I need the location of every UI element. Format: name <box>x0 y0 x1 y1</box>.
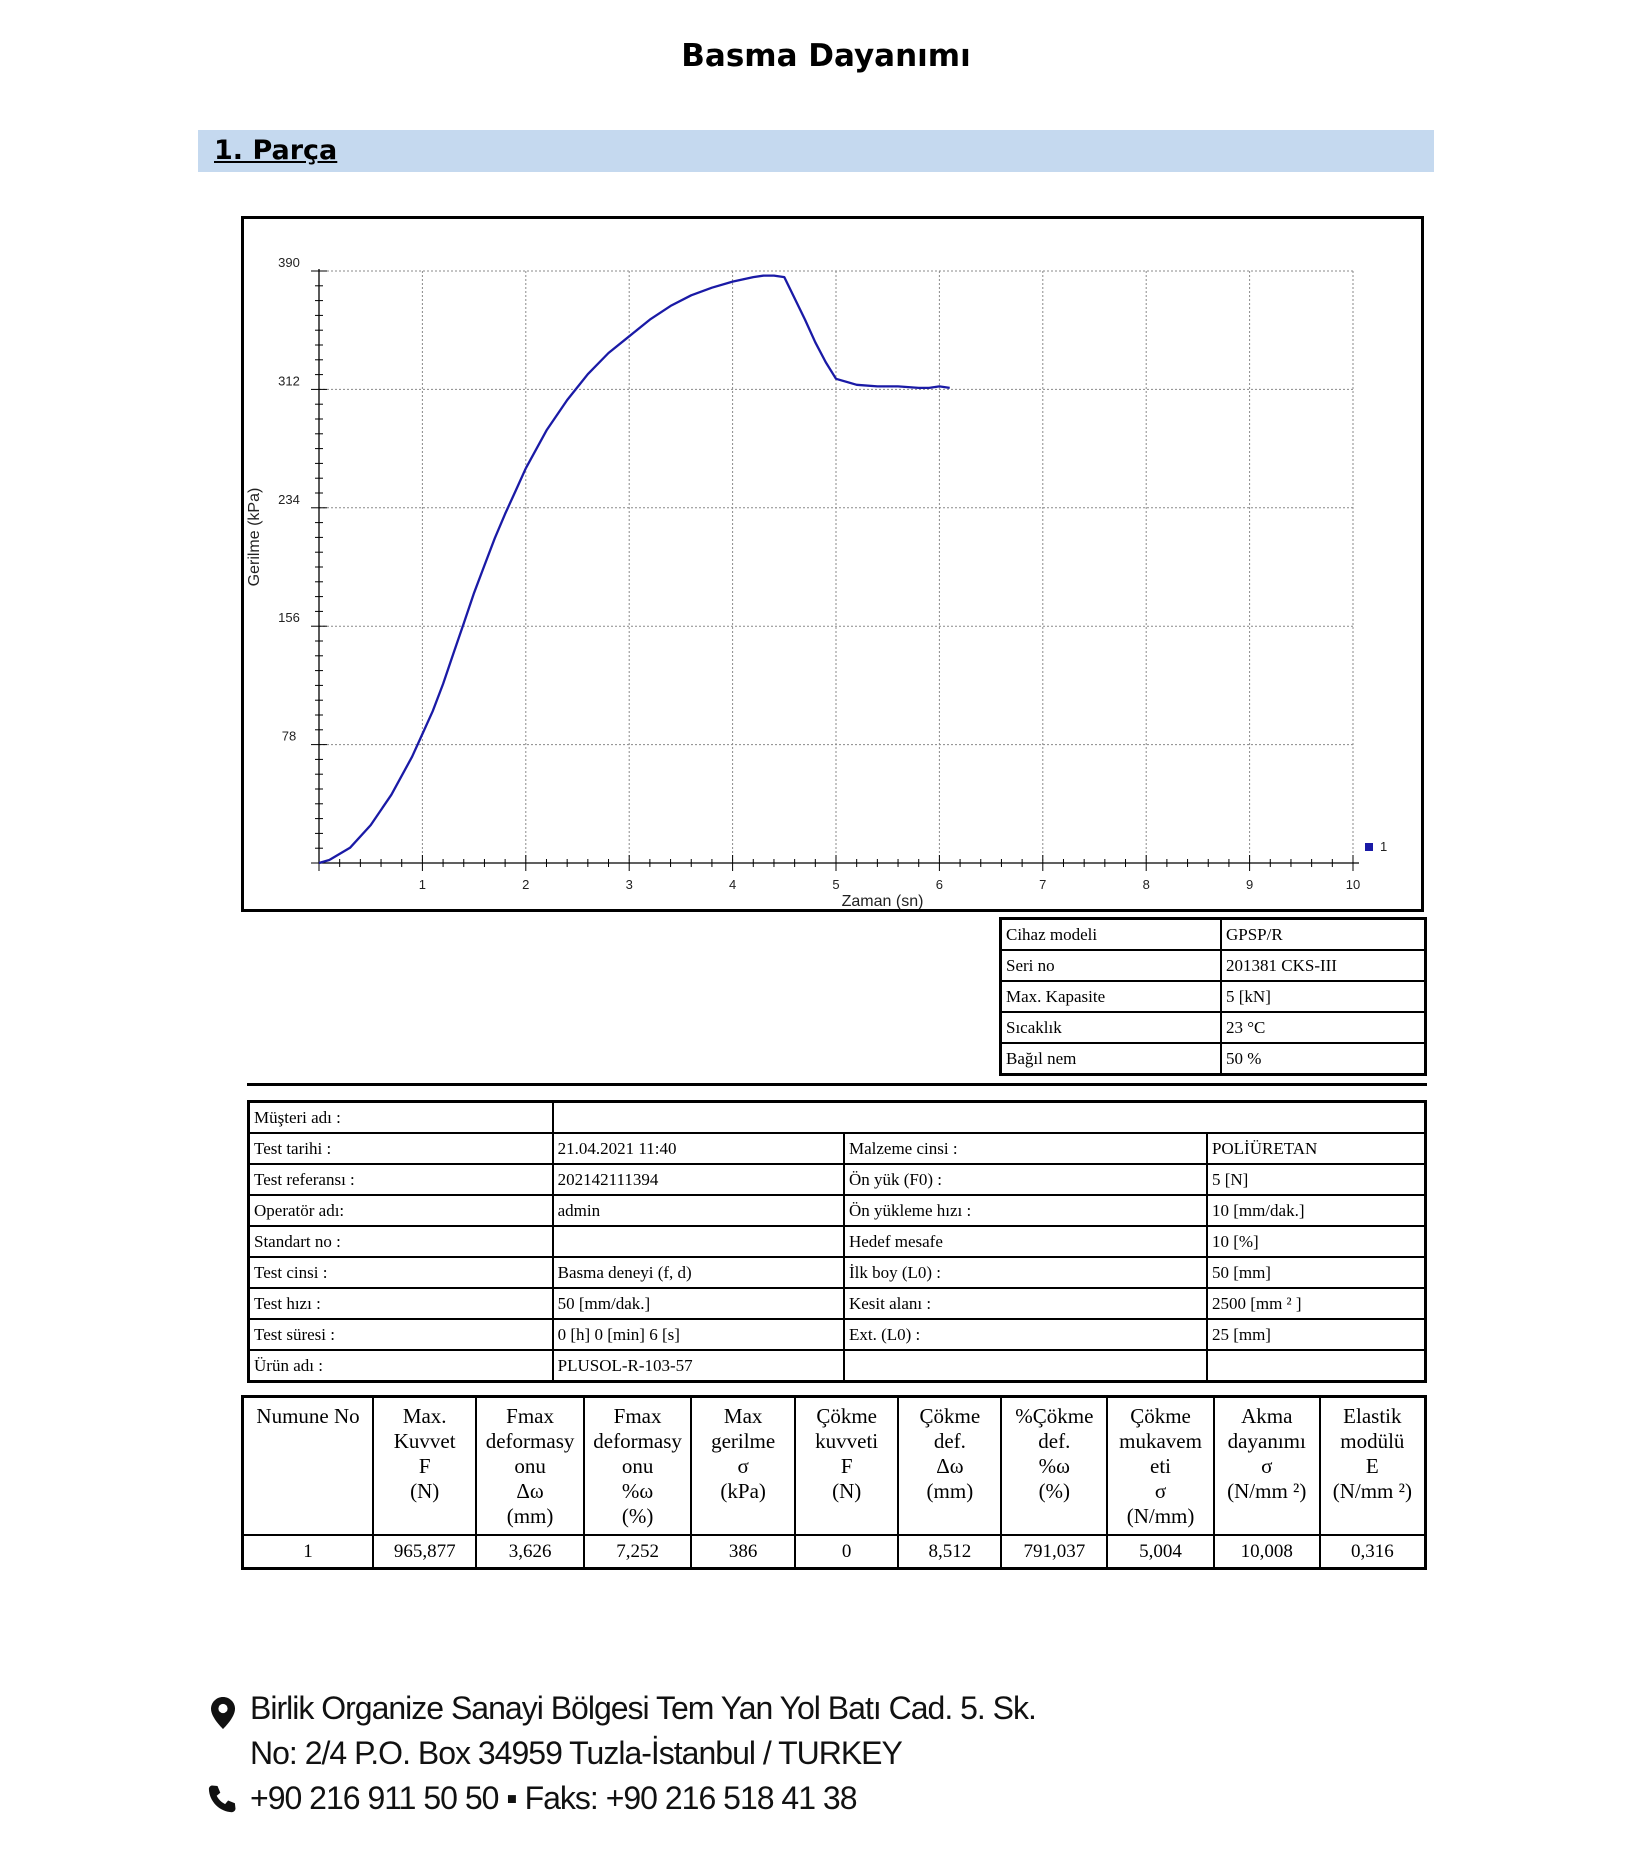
section-header <box>198 130 1434 172</box>
header-text: def. <box>933 1429 966 1453</box>
info-value: POLİÜRETAN <box>1207 1133 1426 1164</box>
info-value: 25 [mm] <box>1207 1319 1426 1350</box>
customer-row <box>249 1102 1426 1134</box>
chart-svg <box>244 219 1421 909</box>
info-row <box>249 1195 1426 1226</box>
y-tick-label: 390 <box>278 255 300 270</box>
device-row <box>1001 1012 1426 1043</box>
results-header-cell <box>1320 1397 1426 1536</box>
info-row <box>249 1133 1426 1164</box>
customer-label: Müşteri adı : <box>249 1102 553 1134</box>
info-label: Kesit alanı : <box>844 1288 1207 1319</box>
device-value: GPSP/R <box>1221 919 1426 951</box>
device-label: Sıcaklık <box>1001 1012 1222 1043</box>
device-value: 201381 CKS-III <box>1221 950 1426 981</box>
divider <box>247 1083 1427 1086</box>
results-value-row <box>243 1535 1426 1569</box>
info-value <box>1207 1350 1426 1382</box>
x-tick-label: 4 <box>728 877 737 892</box>
x-tick-label: 10 <box>1345 877 1361 892</box>
header-text: (mm) <box>926 1479 974 1503</box>
results-value-cell: 3,626 <box>476 1535 584 1569</box>
page-title: Basma Dayanımı <box>681 38 971 74</box>
header-text: Kuvvet <box>393 1429 456 1453</box>
header-text: dayanımı <box>1227 1429 1306 1453</box>
info-label: Malzeme cinsi : <box>844 1133 1207 1164</box>
x-tick-label: 3 <box>625 877 633 892</box>
results-value-cell: 0,316 <box>1320 1535 1426 1569</box>
results-value-cell: 8,512 <box>898 1535 1001 1569</box>
header-text: Numune No <box>256 1404 360 1428</box>
x-tick-label: 9 <box>1245 877 1254 892</box>
header-text: F <box>840 1454 853 1478</box>
info-row <box>249 1350 1426 1382</box>
device-label: Seri no <box>1001 950 1222 981</box>
header-text: modülü <box>1340 1429 1405 1453</box>
info-label: Ön yükleme hızı : <box>844 1195 1207 1226</box>
header-text: (%) <box>1038 1479 1071 1503</box>
header-text: mukavem <box>1119 1429 1202 1453</box>
header-text: (N) <box>410 1479 440 1503</box>
header-text: %ω <box>621 1479 654 1503</box>
header-text: Δω <box>516 1479 544 1503</box>
results-header-cell <box>795 1397 898 1536</box>
header-text: σ <box>1261 1454 1273 1478</box>
header-text: %Çökme <box>1015 1404 1094 1428</box>
results-value-cell: 1 <box>243 1535 374 1569</box>
info-value: 10 [%] <box>1207 1226 1426 1257</box>
results-value-cell: 386 <box>691 1535 795 1569</box>
info-value: Basma deneyi (f, d) <box>553 1257 844 1288</box>
info-value: 50 [mm] <box>1207 1257 1426 1288</box>
header-text: (N/mm) <box>1126 1504 1195 1528</box>
results-value-cell: 5,004 <box>1107 1535 1214 1569</box>
x-axis-label: Zaman (sn) <box>841 893 924 909</box>
legend-label: 1 <box>1380 839 1388 854</box>
device-label: Max. Kapasite <box>1001 981 1222 1012</box>
header-text: F <box>418 1454 431 1478</box>
header-text: (%) <box>621 1504 654 1528</box>
x-tick-label: 8 <box>1142 877 1150 892</box>
header-text: onu <box>621 1454 654 1478</box>
results-header-cell <box>476 1397 584 1536</box>
header-text: Çökme <box>816 1404 877 1428</box>
customer-value <box>553 1102 1426 1134</box>
header-text: Elastik <box>1343 1404 1402 1428</box>
x-tick-label: 2 <box>522 877 530 892</box>
info-row <box>249 1319 1426 1350</box>
info-label: Ürün adı : <box>249 1350 553 1382</box>
header-text: Δω <box>936 1454 964 1478</box>
device-label: Cihaz modeli <box>1001 919 1222 951</box>
device-table <box>999 917 1427 1076</box>
info-value: admin <box>553 1195 844 1226</box>
info-label: Ön yük (F0) : <box>844 1164 1207 1195</box>
results-value-cell: 7,252 <box>584 1535 692 1569</box>
x-tick-label: 5 <box>832 877 840 892</box>
header-text: Çökme <box>919 1404 981 1428</box>
info-value: 5 [N] <box>1207 1164 1426 1195</box>
results-header-cell <box>1107 1397 1214 1536</box>
header-text: Max <box>723 1404 763 1428</box>
header-text: Akma <box>1241 1404 1293 1428</box>
y-tick-label: 234 <box>278 491 300 507</box>
results-table <box>241 1395 1427 1570</box>
device-value: 50 % <box>1221 1043 1426 1075</box>
device-row <box>1001 919 1426 951</box>
info-value: 21.04.2021 11:40 <box>553 1133 844 1164</box>
info-label: Test süresi : <box>249 1319 553 1350</box>
phone-line: +90 216 911 50 50 ▪ Faks: +90 216 518 41 38 <box>250 1780 857 1816</box>
header-text: %ω <box>1038 1454 1070 1478</box>
info-value <box>553 1226 844 1257</box>
header-text: Fmax <box>506 1404 554 1428</box>
info-value: 202142111394 <box>553 1164 844 1195</box>
info-label: Test hızı : <box>249 1288 553 1319</box>
header-text: σ <box>737 1454 749 1478</box>
x-tick-label: 7 <box>1039 877 1047 892</box>
y-tick-label: 312 <box>278 373 300 389</box>
info-label: Standart no : <box>249 1226 553 1257</box>
results-header-row <box>243 1397 1426 1536</box>
header-text: Fmax <box>613 1404 662 1428</box>
results-header-cell <box>584 1397 692 1536</box>
info-value: 10 [mm/dak.] <box>1207 1195 1426 1226</box>
results-value-cell: 0 <box>795 1535 898 1569</box>
phone-icon <box>206 1784 238 1814</box>
header-text: gerilme <box>711 1429 776 1453</box>
x-tick-label: 1 <box>418 877 427 892</box>
device-row <box>1001 981 1426 1012</box>
info-row <box>249 1257 1426 1288</box>
header-text: (kPa) <box>720 1479 766 1503</box>
results-value-cell: 965,877 <box>373 1535 476 1569</box>
results-header-cell <box>691 1397 795 1536</box>
header-text: E <box>1365 1454 1379 1478</box>
header-text: eti <box>1150 1454 1172 1478</box>
address-line-2: No: 2/4 P.O. Box 34959 Tuzla-İstanbul / TURKEY <box>250 1735 902 1771</box>
info-value: PLUSOL-R-103-57 <box>553 1350 844 1382</box>
info-label: Test cinsi : <box>249 1257 553 1288</box>
header-text: deformasy <box>593 1429 682 1453</box>
header-text: (N) <box>832 1479 862 1503</box>
header-text: σ <box>1154 1479 1167 1503</box>
info-row <box>249 1226 1426 1257</box>
header-text: (N/mm ²) <box>1227 1479 1307 1503</box>
results-header-cell <box>1001 1397 1107 1536</box>
info-label: Test tarihi : <box>249 1133 553 1164</box>
device-row <box>1001 1043 1426 1075</box>
header-text: (mm) <box>506 1504 554 1528</box>
device-value: 23 °C <box>1221 1012 1426 1043</box>
legend-marker <box>1365 843 1373 851</box>
info-label <box>844 1350 1207 1382</box>
info-value: 0 [h] 0 [min] 6 [s] <box>553 1319 844 1350</box>
info-row <box>249 1288 1426 1319</box>
info-row <box>249 1164 1426 1195</box>
stress-time-chart <box>241 216 1424 912</box>
header-text: deformasy <box>485 1429 575 1453</box>
results-header-cell <box>898 1397 1001 1536</box>
header-text: Çökme <box>1130 1404 1191 1428</box>
y-tick-label: 78 <box>281 728 297 744</box>
device-label: Bağıl nem <box>1001 1043 1222 1075</box>
info-label: Test referansı : <box>249 1164 553 1195</box>
info-value: 50 [mm/dak.] <box>553 1288 844 1319</box>
header-text: def. <box>1038 1429 1071 1453</box>
header-text: onu <box>514 1454 546 1478</box>
info-value: 2500 [mm ² ] <box>1207 1288 1426 1319</box>
results-value-cell: 791,037 <box>1001 1535 1107 1569</box>
info-label: İlk boy (L0) : <box>844 1257 1207 1288</box>
test-info-table <box>247 1100 1427 1383</box>
info-label: Hedef mesafe <box>844 1226 1207 1257</box>
y-tick-label: 156 <box>278 610 300 626</box>
y-axis-label: Gerilme (kPa) <box>246 487 263 587</box>
results-value-cell: 10,008 <box>1214 1535 1320 1569</box>
results-header-cell <box>243 1397 374 1536</box>
info-label: Operatör adı: <box>249 1195 553 1226</box>
header-text: Max. <box>402 1404 447 1428</box>
header-text: (N/mm ²) <box>1332 1479 1412 1503</box>
device-row <box>1001 950 1426 981</box>
address-line-1: Birlik Organize Sanayi Bölgesi Tem Yan Yol Batı Cad. 5. Sk. <box>250 1690 1036 1726</box>
location-pin-icon <box>210 1696 236 1730</box>
section-title: 1. Parça <box>214 135 338 166</box>
header-text: kuvveti <box>815 1429 879 1453</box>
results-header-cell <box>1214 1397 1320 1536</box>
results-header-cell <box>373 1397 476 1536</box>
series-line <box>319 276 950 863</box>
info-label: Ext. (L0) : <box>844 1319 1207 1350</box>
x-tick-label: 6 <box>935 877 944 892</box>
device-value: 5 [kN] <box>1221 981 1426 1012</box>
